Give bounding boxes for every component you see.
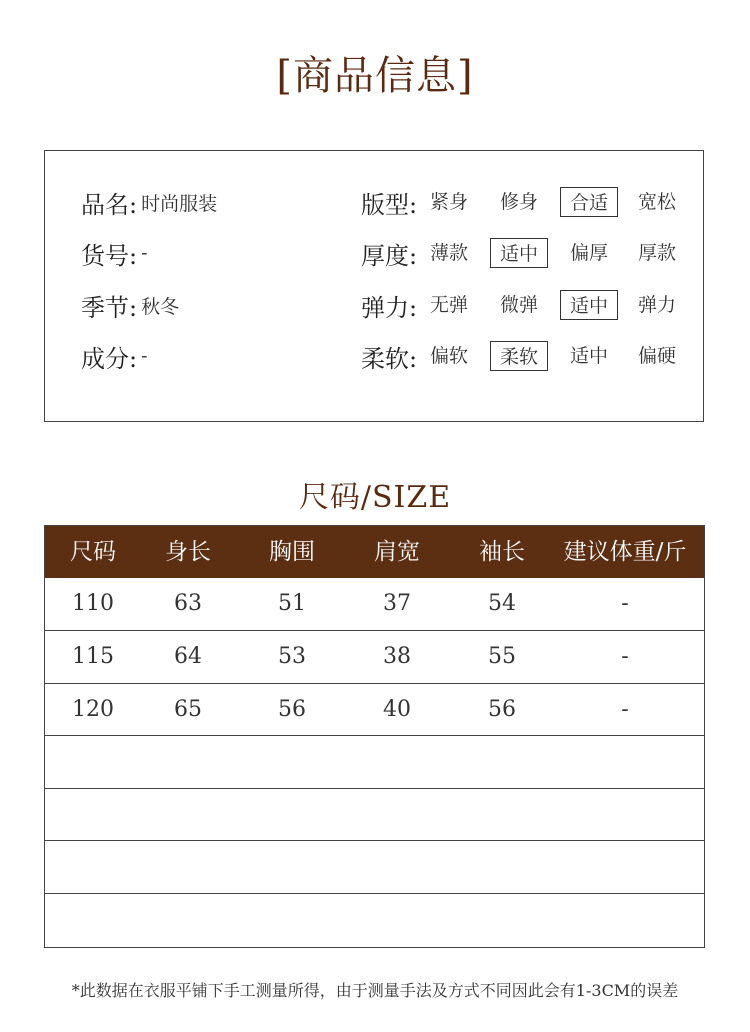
attribute-option-selected: 合适 bbox=[560, 187, 618, 217]
table-cell: 51 bbox=[278, 591, 306, 616]
table-cell bbox=[457, 789, 547, 841]
table-cell: 64 bbox=[174, 644, 202, 669]
table-row bbox=[45, 578, 704, 630]
info-material-row bbox=[81, 336, 148, 376]
attribute-option: 偏软 bbox=[429, 345, 468, 367]
table-cell: 120 bbox=[72, 697, 114, 722]
table-cell bbox=[247, 789, 337, 841]
product-info-box bbox=[44, 150, 704, 422]
info-value: 秋冬 bbox=[141, 295, 180, 318]
info-label: 季节: bbox=[81, 293, 138, 322]
table-cell bbox=[457, 894, 547, 946]
table-cell bbox=[143, 736, 233, 788]
table-row bbox=[45, 893, 704, 946]
attribute-label-row bbox=[361, 336, 417, 376]
info-value: - bbox=[141, 345, 148, 367]
table-cell bbox=[352, 736, 442, 788]
measurement-note: *此数据在衣服平铺下手工测量所得，由于测量手法及方式不同因此会有1-3CM的误差 bbox=[71, 981, 679, 1000]
table-cell: 56 bbox=[278, 697, 306, 722]
table-cell bbox=[550, 736, 700, 788]
attribute-option: 修身 bbox=[499, 191, 538, 213]
attribute-label-row bbox=[361, 182, 417, 222]
info-value: - bbox=[141, 242, 148, 264]
table-header-cell: 胸围 bbox=[269, 539, 315, 565]
info-value: 时尚服装 bbox=[141, 192, 218, 215]
table-header-cell: 身长 bbox=[165, 539, 211, 565]
table-row bbox=[45, 735, 704, 788]
table-cell bbox=[48, 841, 138, 893]
info-label: 成分: bbox=[81, 344, 138, 373]
size-table bbox=[44, 525, 705, 948]
table-cell: - bbox=[621, 697, 629, 722]
attribute-option-selected: 柔软 bbox=[490, 341, 548, 371]
attribute-option: 紧身 bbox=[429, 191, 468, 213]
attribute-option: 无弹 bbox=[429, 294, 468, 316]
attribute-option: 弹力 bbox=[637, 294, 676, 316]
attribute-option-selected: 适中 bbox=[490, 238, 548, 268]
table-cell bbox=[550, 789, 700, 841]
table-header-cell: 袖长 bbox=[479, 539, 525, 565]
table-cell bbox=[247, 894, 337, 946]
table-cell: 56 bbox=[488, 697, 516, 722]
info-sku-row bbox=[81, 233, 148, 273]
table-cell: 110 bbox=[72, 591, 114, 616]
table-cell: 65 bbox=[174, 697, 202, 722]
table-header-cell: 建议体重/斤 bbox=[563, 539, 687, 565]
table-cell: 115 bbox=[72, 644, 114, 669]
table-cell: 37 bbox=[383, 591, 411, 616]
table-cell bbox=[143, 789, 233, 841]
table-row bbox=[45, 788, 704, 841]
info-season-row bbox=[81, 285, 179, 325]
table-cell bbox=[352, 841, 442, 893]
table-cell: 38 bbox=[383, 644, 411, 669]
table-cell: 53 bbox=[278, 644, 306, 669]
table-cell: 40 bbox=[383, 697, 411, 722]
attribute-option: 偏硬 bbox=[637, 345, 676, 367]
attribute-option-selected: 适中 bbox=[560, 290, 618, 320]
info-name-row bbox=[81, 182, 217, 222]
attribute-label-row bbox=[361, 285, 417, 325]
table-cell: 63 bbox=[174, 591, 202, 616]
table-row bbox=[45, 840, 704, 893]
attribute-option: 宽松 bbox=[637, 191, 676, 213]
table-cell: - bbox=[621, 591, 629, 616]
table-header-cell: 肩宽 bbox=[374, 539, 420, 565]
table-cell bbox=[247, 841, 337, 893]
table-cell bbox=[143, 841, 233, 893]
table-cell: - bbox=[621, 644, 629, 669]
size-table-header bbox=[45, 526, 704, 578]
table-cell bbox=[550, 841, 700, 893]
size-section-title: 尺码/SIZE bbox=[298, 480, 452, 515]
table-cell bbox=[457, 736, 547, 788]
info-label: 货号: bbox=[81, 241, 138, 270]
table-row bbox=[45, 630, 704, 683]
table-cell bbox=[352, 894, 442, 946]
info-label: 品名: bbox=[81, 190, 138, 219]
table-cell bbox=[352, 789, 442, 841]
table-cell bbox=[48, 789, 138, 841]
table-cell: 54 bbox=[488, 591, 516, 616]
table-cell: 55 bbox=[488, 644, 516, 669]
table-cell bbox=[550, 894, 700, 946]
attribute-option: 适中 bbox=[569, 345, 608, 367]
attribute-label: 版型: bbox=[361, 190, 418, 219]
table-row bbox=[45, 683, 704, 736]
attribute-option: 厚款 bbox=[637, 242, 676, 264]
attribute-label-row bbox=[361, 233, 417, 273]
table-header-cell: 尺码 bbox=[70, 539, 116, 565]
attribute-option: 微弹 bbox=[499, 294, 538, 316]
attribute-label: 厚度: bbox=[361, 241, 418, 270]
table-cell bbox=[247, 736, 337, 788]
table-cell bbox=[457, 841, 547, 893]
page-title: [商品信息] bbox=[276, 53, 474, 99]
table-cell bbox=[48, 736, 138, 788]
attribute-label: 柔软: bbox=[361, 344, 418, 373]
table-cell bbox=[48, 894, 138, 946]
table-cell bbox=[143, 894, 233, 946]
attribute-label: 弹力: bbox=[361, 293, 418, 322]
attribute-option: 偏厚 bbox=[569, 242, 608, 264]
attribute-option: 薄款 bbox=[429, 242, 468, 264]
